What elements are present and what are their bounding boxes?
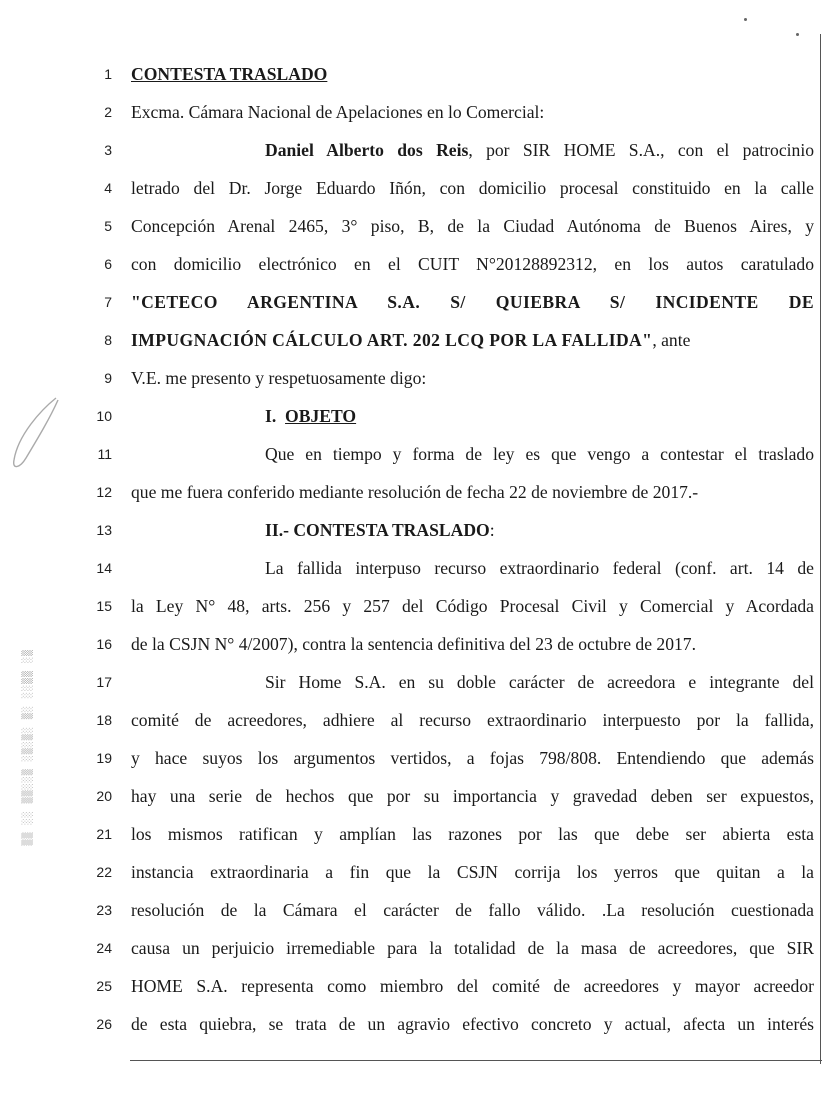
line-number: 3 — [104, 142, 112, 158]
body-text — [131, 131, 814, 169]
document-line — [0, 663, 831, 701]
document-heading: CONTESTA TRASLADO — [131, 64, 328, 84]
line-number: 25 — [96, 978, 112, 994]
body-text-run: , por SIR HOME S.A., con el patrocinio — [468, 140, 815, 160]
body-text: Que en tiempo y forma de ley es que vengo a contestar el traslado — [265, 444, 814, 464]
body-text: letrado del Dr. Jorge Eduardo Iñón, con domicilio procesal constituido en la calle — [131, 178, 814, 198]
line-number: 4 — [104, 180, 112, 196]
line-number: 23 — [96, 902, 112, 918]
line-number: 14 — [96, 560, 112, 576]
document-line — [0, 55, 831, 93]
document-line — [0, 245, 831, 283]
line-number: 8 — [104, 332, 112, 348]
line-number: 16 — [96, 636, 112, 652]
document-line — [0, 435, 831, 473]
document-line — [0, 929, 831, 967]
line-number: 9 — [104, 370, 112, 386]
document-line — [0, 397, 831, 435]
body-text: los mismos ratifican y amplían las razones por las que debe ser abierta esta — [131, 824, 814, 844]
line-number: 18 — [96, 712, 112, 728]
line-number: 17 — [96, 674, 112, 690]
line-number: 6 — [104, 256, 112, 272]
document-line — [0, 359, 831, 397]
document-line — [0, 625, 831, 663]
margin-scan-stamp: ▒▒ ░░ ▒▒░░▒ ░▒░▒░ ▒░ ░░▒▒ ░▒ — [22, 648, 34, 846]
line-number: 24 — [96, 940, 112, 956]
body-text: hay una serie de hechos que por su importancia y gravedad deben ser expuestos, — [131, 786, 814, 806]
body-text: instancia extraordinaria a fin que la CSJN corrija los yerros que quitan a la — [131, 862, 814, 882]
section-title: OBJETO — [285, 406, 357, 426]
document-line — [0, 739, 831, 777]
line-number: 21 — [96, 826, 112, 842]
line-number: 11 — [97, 446, 112, 462]
body-text-run: , ante — [652, 330, 691, 350]
line-number: 26 — [96, 1016, 112, 1032]
document-line — [0, 891, 831, 929]
document-line — [0, 701, 831, 739]
section-heading — [131, 397, 814, 435]
document-line — [0, 587, 831, 625]
line-number: 7 — [104, 294, 112, 310]
section-title: II.- CONTESTA TRASLADO — [265, 520, 490, 540]
body-text: causa un perjuicio irremediable para la totalidad de la masa de acreedores, que SIR — [131, 938, 814, 958]
line-number: 10 — [96, 408, 112, 424]
line-number: 15 — [96, 598, 112, 614]
body-text: resolución de la Cámara el carácter de fallo válido. .La resolución cuestionada — [131, 900, 814, 920]
body-text: HOME S.A. representa como miembro del comité de acreedores y mayor acreedor — [131, 976, 814, 996]
body-text — [131, 321, 814, 359]
body-text: con domicilio electrónico en el CUIT N°20128892312, en los autos caratulado — [131, 254, 814, 274]
line-number: 13 — [96, 522, 112, 538]
scan-speck — [796, 33, 799, 36]
body-text: Sir Home S.A. en su doble carácter de acreedora e integrante del — [265, 672, 814, 692]
body-text: V.E. me presento y respetuosamente digo: — [131, 368, 427, 388]
document-line — [0, 1005, 831, 1043]
scan-speck — [744, 18, 747, 21]
document-line — [0, 131, 831, 169]
document-line — [0, 207, 831, 245]
section-number: I. — [265, 406, 286, 426]
line-number: 19 — [96, 750, 112, 766]
case-caption: IMPUGNACIÓN CÁLCULO ART. 202 LCQ POR LA FALLIDA" — [131, 330, 653, 350]
line-number: 1 — [104, 66, 112, 82]
document-line — [0, 283, 831, 321]
document-line — [0, 321, 831, 359]
document-line — [0, 777, 831, 815]
body-text: comité de acreedores, adhiere al recurso extraordinario interpuesto por la fallida, — [131, 710, 814, 730]
line-number: 22 — [96, 864, 112, 880]
document-line — [0, 169, 831, 207]
body-text: de la CSJN N° 4/2007), contra la sentencia definitiva del 23 de octubre de 2017. — [131, 634, 696, 654]
body-text: de esta quiebra, se trata de un agravio efectivo concreto y actual, afecta un interés — [131, 1014, 814, 1034]
line-number: 12 — [96, 484, 112, 500]
document-line — [0, 853, 831, 891]
body-text: que me fuera conferido mediante resolución de fecha 22 de noviembre de 2017.- — [131, 482, 699, 502]
document-line — [0, 815, 831, 853]
document-line — [0, 549, 831, 587]
line-number: 20 — [96, 788, 112, 804]
body-text: La fallida interpuso recurso extraordinario federal (conf. art. 14 de — [265, 558, 814, 578]
case-caption: "CETECO ARGENTINA S.A. S/ QUIEBRA S/ INCIDENTE DE — [131, 292, 814, 312]
document-line — [0, 967, 831, 1005]
body-text: la Ley N° 48, arts. 256 y 257 del Código Procesal Civil y Comercial y Acordada — [131, 596, 814, 616]
document-line — [0, 473, 831, 511]
line-number: 2 — [104, 104, 112, 120]
line-number: 5 — [104, 218, 112, 234]
addressee-line: Excma. Cámara Nacional de Apelaciones en lo Comercial: — [131, 102, 545, 122]
body-text: Concepción Arenal 2465, 3° piso, B, de la Ciudad Autónoma de Buenos Aires, y — [131, 216, 814, 236]
presenter-name: Daniel Alberto dos Reis — [265, 140, 469, 160]
document-line — [0, 511, 831, 549]
section-title-colon: : — [489, 520, 495, 540]
document-line — [0, 93, 831, 131]
body-text: y hace suyos los argumentos vertidos, a fojas 798/808. Entendiendo que además — [131, 748, 814, 768]
footer-rule — [130, 1060, 822, 1061]
section-heading — [131, 511, 814, 549]
